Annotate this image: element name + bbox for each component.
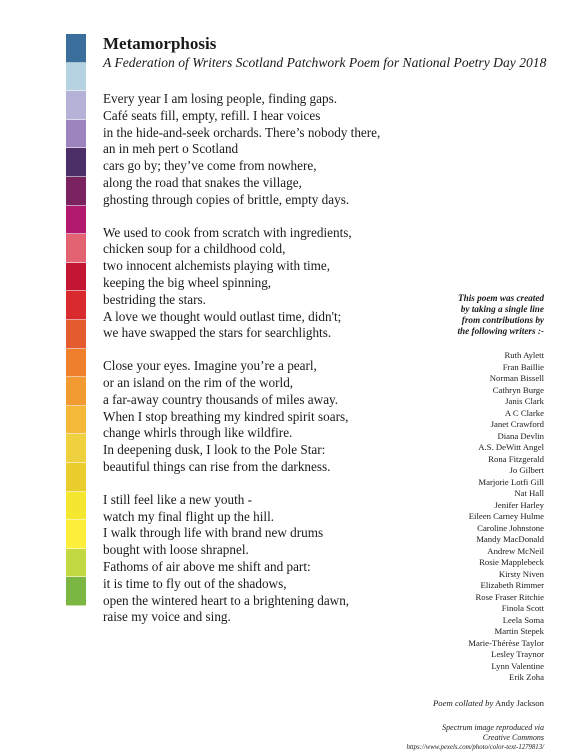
writer-name: Lynn Valentine — [491, 660, 544, 671]
writer-name: Caroline Johnstone — [477, 522, 544, 533]
poem-line: keeping the big wheel spinning, — [103, 274, 272, 290]
spectrum-swatch — [66, 463, 86, 492]
spectrum-swatch — [66, 520, 86, 549]
poem-line: Every year I am losing people, finding gaps. — [103, 91, 338, 106]
poem-line: open the wintered heart to a brightening dawn, — [103, 592, 350, 608]
writer-name: Nat Hall — [514, 488, 544, 498]
credits-intro-line: This poem was created — [458, 293, 544, 303]
writer-name: Janis Clark — [505, 396, 544, 406]
spectrum-swatch — [66, 406, 86, 435]
poem-line: I walk through life with brand new drums — [103, 525, 324, 541]
writer-name: Lesley Traynor — [491, 649, 544, 659]
poem-line: When I stop breathing my kindred spirit soars, — [103, 408, 349, 424]
poem-line: chicken soup for a childhood cold, — [103, 241, 286, 257]
image-credit — [344, 723, 544, 753]
spectrum-swatch — [66, 492, 86, 521]
writer-name: Martin Stepek — [494, 626, 544, 636]
poem-stanza — [103, 91, 433, 209]
spectrum-swatch — [66, 148, 86, 177]
writer-name: Jenifer Harley — [494, 499, 544, 510]
page-subtitle: A Federation of Writers Scotland Patchwork Poem for National Poetry Day 2018 — [103, 55, 547, 70]
writer-name: A.S. DeWitt Angel — [478, 442, 544, 452]
writer-name: Eileen Carney Hulme — [468, 511, 544, 521]
writer-name: Rose Fraser Ritchie — [475, 591, 544, 602]
spectrum-swatch — [66, 63, 86, 92]
writer-name: Rona Fitzgerald — [488, 453, 544, 464]
poem-line: cars go by; they’ve come from nowhere, — [103, 158, 317, 174]
poem-line: watch my final flight up the hill. — [103, 508, 275, 524]
spectrum-swatch — [66, 349, 86, 378]
poem-line: I still feel like a new youth - — [103, 491, 253, 507]
poem-line: in the hide-and-seek orchards. There’s nobody there, — [103, 124, 381, 140]
poem-line: a far-away country thousands of miles away. — [103, 391, 339, 407]
poem-line: an in meh pert o Scotland — [103, 141, 239, 157]
poem-line: two innocent alchemists playing with time, — [103, 258, 331, 274]
poem-line: ghosting through copies of brittle, empty days. — [103, 191, 350, 207]
poem-line: it is time to fly out of the shadows, — [103, 575, 287, 591]
credits-intro-line: from contributions by — [461, 315, 544, 325]
writer-name: Diana Devlin — [497, 430, 544, 441]
writer-name: Erik Zoha — [509, 672, 544, 682]
spectrum-swatch — [66, 91, 86, 120]
poem-line: Café seats fill, empty, refill. I hear voices — [103, 107, 321, 123]
spectrum-swatch — [66, 234, 86, 263]
writer-name: Marie-Thérèse Taylor — [468, 637, 544, 648]
collated-label: Poem collated by — [433, 697, 494, 708]
spectrum-color-strip — [66, 34, 86, 606]
writer-name: Janet Crawford — [490, 419, 544, 429]
poem-line: change whirls through like wildfire. — [103, 425, 293, 441]
writer-name: Jo Gilbert — [509, 465, 544, 475]
page-title: Metamorphosis — [103, 34, 217, 53]
writers-list — [344, 350, 544, 684]
spectrum-swatch — [66, 434, 86, 463]
poem-line: or an island on the rim of the world, — [103, 374, 294, 390]
spectrum-swatch — [66, 377, 86, 406]
credits-intro-line: by taking a single line — [460, 304, 544, 314]
writer-name: Finola Scott — [501, 603, 544, 613]
writer-name: Leela Soma — [502, 614, 544, 625]
poem-line: bestriding the stars. — [103, 291, 206, 307]
writer-name: Kirsty Niven — [498, 568, 544, 579]
writer-name: Ruth Aylett — [504, 350, 544, 360]
image-credit-url: https://www.pexels.com/photo/color-text-1279813/ — [406, 743, 544, 751]
poem-line: beautiful things can rise from the darkness. — [103, 458, 331, 474]
poem-line: bought with loose shrapnel. — [103, 542, 249, 558]
poem-line: A love we thought would outlast time, didn't; — [103, 308, 342, 324]
spectrum-swatch — [66, 34, 86, 63]
spectrum-swatch — [66, 177, 86, 206]
collated-by — [344, 698, 544, 709]
writer-name: Rosie Mapplebeck — [479, 557, 544, 567]
poem-line: we have swapped the stars for searchlights. — [103, 325, 332, 341]
poem-line: We used to cook from scratch with ingredients, — [103, 224, 352, 240]
spectrum-swatch — [66, 549, 86, 578]
credits-panel — [344, 293, 544, 753]
writer-name: Andrew McNeil — [487, 545, 544, 556]
poem-header — [103, 34, 563, 72]
poem-line: along the road that snakes the village, — [103, 174, 302, 190]
poem-line: raise my voice and sing. — [103, 609, 231, 625]
credits-intro-line: the following writers :- — [457, 326, 544, 336]
spectrum-swatch — [66, 206, 86, 235]
poem-line: Close your eyes. Imagine you’re a pearl, — [103, 358, 317, 374]
writer-name: Norman Bissell — [489, 373, 544, 383]
spectrum-swatch — [66, 577, 86, 606]
writer-name: Mandy MacDonald — [476, 534, 544, 544]
writer-name: Marjorie Lotfi Gill — [478, 476, 544, 487]
writer-name: A C Clarke — [504, 407, 544, 418]
writer-name: Elizabeth Rimmer — [480, 580, 544, 590]
collated-name: Andy Jackson — [495, 697, 544, 708]
image-credit-line: Spectrum image reproduced via — [442, 722, 544, 732]
writer-name: Fran Baillie — [502, 361, 544, 372]
spectrum-swatch — [66, 291, 86, 320]
writer-name: Cathryn Burge — [492, 384, 544, 395]
spectrum-swatch — [66, 120, 86, 149]
poem-line: In deepening dusk, I look to the Pole Star: — [103, 442, 326, 458]
image-credit-license: Creative Commons — [482, 732, 544, 742]
spectrum-swatch — [66, 263, 86, 292]
credits-intro — [344, 293, 544, 337]
spectrum-swatch — [66, 320, 86, 349]
poem-line: Fathoms of air above me shift and part: — [103, 558, 311, 574]
